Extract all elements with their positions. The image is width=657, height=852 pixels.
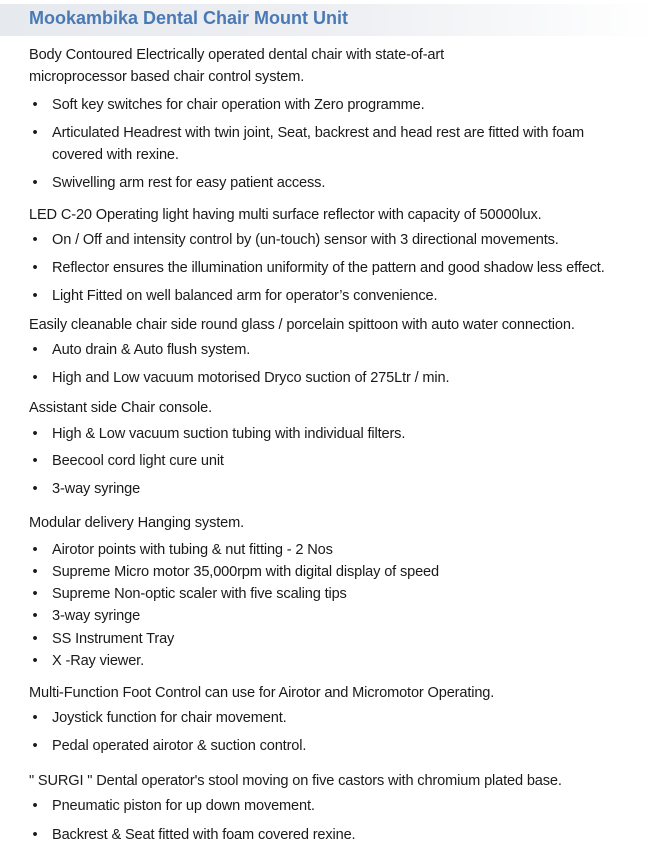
- bullet-icon: •: [32, 260, 38, 276]
- section-heading-stool: " SURGI " Dental operator's stool moving on five castors with chromium plated base.: [29, 773, 562, 789]
- bullet-icon: •: [32, 342, 38, 358]
- bullet-icon: •: [32, 738, 38, 754]
- bullet-icon: •: [32, 232, 38, 248]
- bullet-icon: •: [32, 453, 38, 469]
- bullet-icon: •: [32, 631, 38, 647]
- bullet-icon: •: [32, 798, 38, 814]
- section-heading-chair-line2: microprocessor based chair control system.: [29, 69, 305, 85]
- bullet-icon: •: [32, 608, 38, 624]
- bullet-icon: •: [32, 586, 38, 602]
- section-heading-spittoon: Easily cleanable chair side round glass / porcelain spittoon with auto water connection.: [29, 317, 575, 333]
- bullet-icon: •: [32, 542, 38, 558]
- bullet-icon: •: [32, 175, 38, 191]
- bullet-icon: •: [32, 481, 38, 497]
- bullet-icon: •: [32, 370, 38, 386]
- section-heading-delivery: Modular delivery Hanging system.: [29, 515, 245, 531]
- bullet-icon: •: [32, 426, 38, 442]
- bullet-icon: •: [32, 653, 38, 669]
- bullet-icon: •: [32, 827, 38, 843]
- bullet-icon: •: [32, 288, 38, 304]
- section-heading-assistant: Assistant side Chair console.: [29, 400, 213, 416]
- bullet-icon: •: [32, 710, 38, 726]
- section-heading-foot: Multi-Function Foot Control can use for Airotor and Micromotor Operating.: [29, 685, 495, 701]
- bullet-icon: •: [32, 564, 38, 580]
- section-heading-chair-line1: Body Contoured Electrically operated dental chair with state-of-art: [29, 47, 445, 63]
- section-heading-light: LED C-20 Operating light having multi surface reflector with capacity of 50000lux.: [29, 207, 542, 223]
- bullet-icon: •: [32, 97, 38, 113]
- bullet-icon: •: [32, 125, 38, 141]
- page-title: Mookambika Dental Chair Mount Unit: [29, 8, 349, 28]
